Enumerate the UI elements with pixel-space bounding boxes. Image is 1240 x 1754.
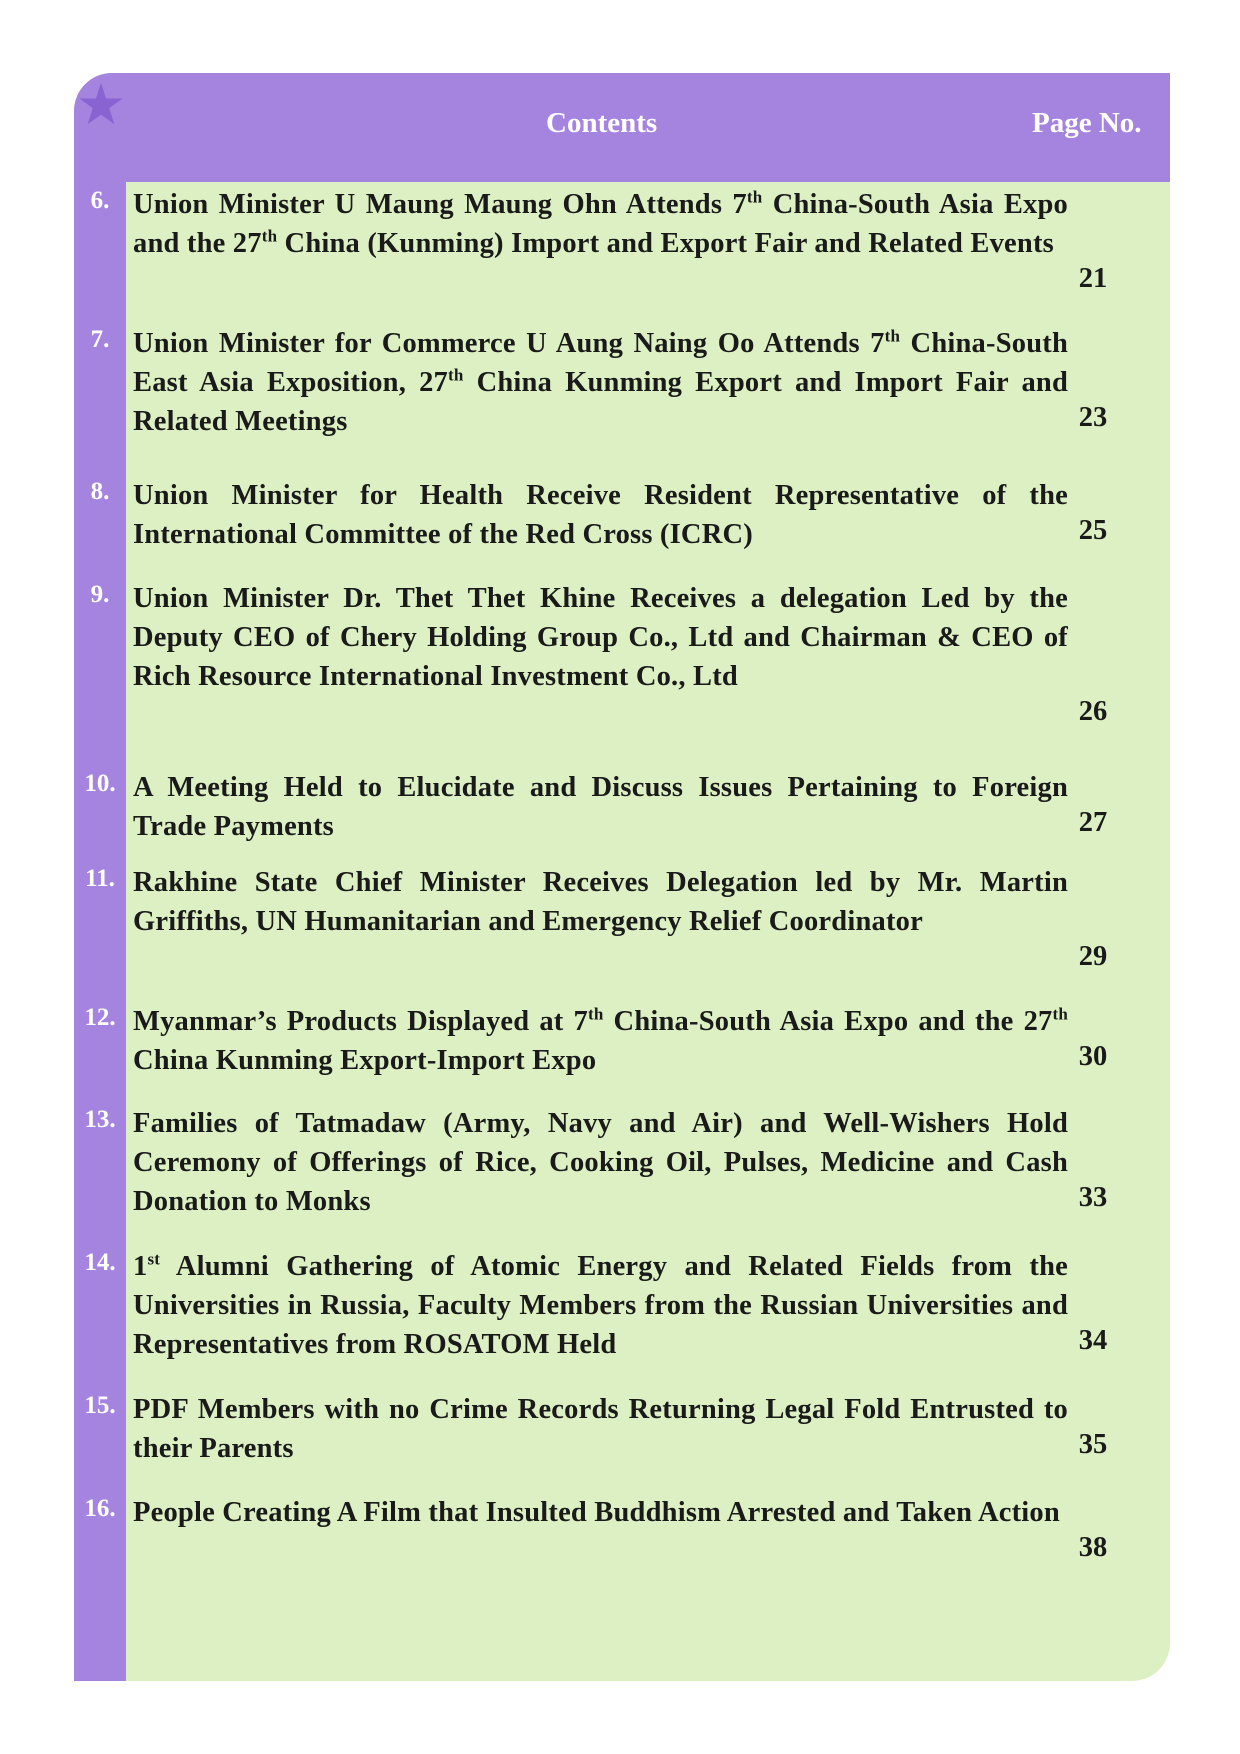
entry-number: 7.	[90, 326, 110, 353]
entry-title: Union Minister for Commerce U Aung Naing Oo Attends 7th China-South East Asia Exposition, 27th China Kunming Export and Import Fair and Related Meetings	[133, 326, 1069, 437]
entry-title: People Creating A Film that Insulted Buddhism Arrested and Taken Action	[133, 1497, 1060, 1528]
entry-title: Myanmar’s Products Displayed at 7th China-South Asia Expo and the 27th China Kunming Export-Import Expo	[133, 1004, 1069, 1076]
entry-title: A Meeting Held to Elucidate and Discuss Issues Pertaining to Foreign Trade Payments	[133, 772, 1068, 842]
entry-number: 12.	[84, 1004, 116, 1031]
entry-title: Union Minister U Maung Maung Ohn Attends 7th China-South Asia Expo and the 27th China (Kunming) Import and Export Fair and Related Events	[133, 187, 1069, 259]
entry-page-number: 35	[1078, 1429, 1108, 1460]
entry-number: 10.	[84, 770, 116, 797]
contents-heading: Contents	[546, 107, 658, 139]
entry-page-number: 30	[1078, 1041, 1108, 1072]
entry-page-number: 33	[1078, 1182, 1108, 1213]
entry-page-number: 23	[1078, 402, 1108, 433]
entry-page-number: 29	[1078, 941, 1108, 972]
entry-title: Rakhine State Chief Minister Receives Delegation led by Mr. Martin Griffiths, UN Humanitarian and Emergency Relief Coordinator	[133, 867, 1068, 937]
entry-title: Union Minister for Health Receive Resident Representative of the International Committee of the Red Cross (ICRC)	[133, 480, 1068, 550]
entry-number: 6.	[90, 187, 110, 214]
entry-number: 13.	[84, 1106, 116, 1133]
entry-page-number: 38	[1078, 1532, 1108, 1563]
entry-number: 15.	[84, 1392, 116, 1419]
entry-title: Union Minister Dr. Thet Thet Khine Receives a delegation Led by the Deputy CEO of Chery Holding Group Co., Ltd and Chairman & CEO of Rich Resource International Investment Co., Ltd	[133, 583, 1068, 692]
entry-page-number: 25	[1078, 515, 1108, 546]
page-number-heading: Page No.	[1032, 107, 1142, 139]
entry-title: PDF Members with no Crime Records Returning Legal Fold Entrusted to their Parents	[133, 1394, 1068, 1464]
contents-panel	[74, 73, 1170, 1681]
entry-number: 9.	[90, 581, 110, 608]
entry-page-number: 34	[1078, 1325, 1108, 1356]
star-icon	[78, 81, 124, 127]
entry-number: 8.	[90, 478, 110, 505]
entry-number: 14.	[84, 1249, 116, 1276]
entry-page-number: 27	[1078, 807, 1108, 838]
entry-title: 1st Alumni Gathering of Atomic Energy and Related Fields from the Universities in Russia, Faculty Members from the Russian Universities and Representatives from ROSATOM Held	[133, 1249, 1068, 1360]
entry-page-number: 21	[1078, 263, 1108, 294]
entry-number: 11.	[85, 865, 115, 892]
entry-number: 16.	[84, 1495, 116, 1522]
entry-title: Families of Tatmadaw (Army, Navy and Air) and Well-Wishers Hold Ceremony of Offerings of Rice, Cooking Oil, Pulses, Medicine and Cash Donation to Monks	[133, 1108, 1068, 1217]
entry-page-number: 26	[1078, 696, 1108, 727]
